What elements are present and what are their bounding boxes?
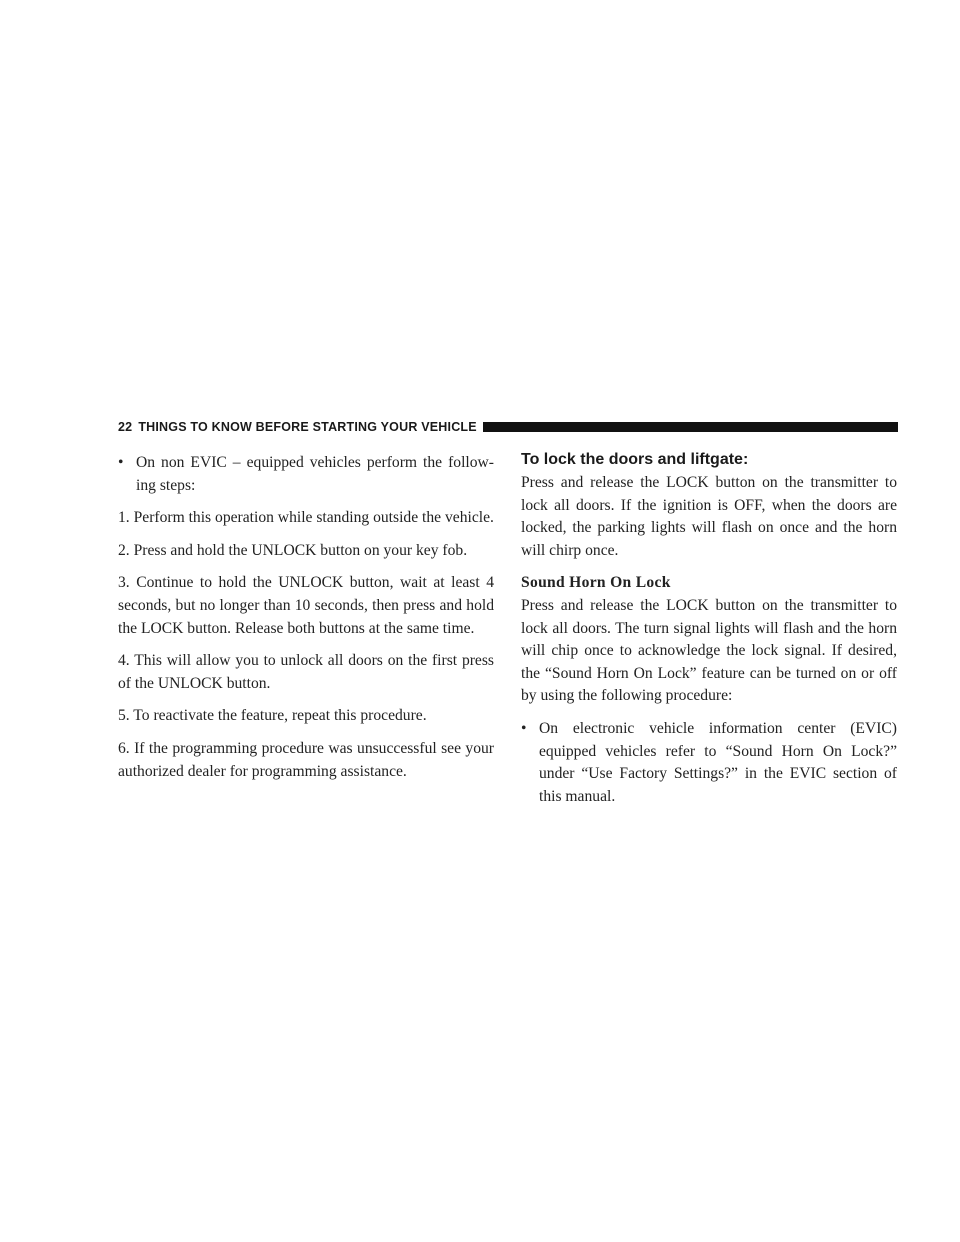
bullet-item [118, 452, 494, 497]
step-4: 4. This will allow you to unlock all doors on the first press of the UNLOCK button. [118, 652, 494, 692]
header-rule [483, 422, 898, 432]
step-6: 6. If the programming procedure was unsuccessful see your authorized dealer for programming assistance. [118, 739, 494, 780]
subheading: Sound Horn On Lock [521, 574, 671, 592]
left-column [118, 452, 494, 793]
bullet-text: On electronic vehicle information center (EVIC) equipped vehicles refer to “Sound Horn On Lock?” under “Use Factory Settings?” in the EVIC section of this manual. [539, 719, 897, 805]
page-header [118, 418, 898, 436]
lock-paragraph: Press and release the LOCK button on the transmitter to lock all doors. If the ignition is OFF, when the doors are locked, the parking lights will flash on once and the horn will chirp once. [521, 474, 897, 559]
bullet-text: On non EVIC – equipped vehicles perform the follow-ing steps: [136, 454, 494, 494]
bullet-item [521, 718, 897, 808]
step-2: 2. Press and hold the UNLOCK button on your key fob. [118, 541, 468, 559]
step-1: 1. Perform this operation while standing outside the vehicle. [118, 509, 494, 527]
section-title: THINGS TO KNOW BEFORE STARTING YOUR VEHICLE [138, 420, 477, 434]
page-number: 22 [118, 420, 133, 434]
horn-paragraph: Press and release the LOCK button on the transmitter to lock all doors. The turn signal lights will flash and the horn will chip once to acknowledge the lock signal. If desired, the “Sound Horn On Lock” feature can be turned on or off by using the following procedure: [521, 596, 897, 705]
step-5: 5. To reactivate the feature, repeat this procedure. [118, 707, 427, 725]
right-column [521, 452, 897, 818]
bullet-icon: • [118, 454, 124, 471]
step-3: 3. Continue to hold the UNLOCK button, wait at least 4 seconds, but no longer than 10 seconds, then press and hold the LOCK button. Release both buttons at the same time. [118, 574, 494, 637]
bullet-icon: • [521, 719, 527, 737]
section-heading: To lock the doors and liftgate: [521, 451, 749, 468]
